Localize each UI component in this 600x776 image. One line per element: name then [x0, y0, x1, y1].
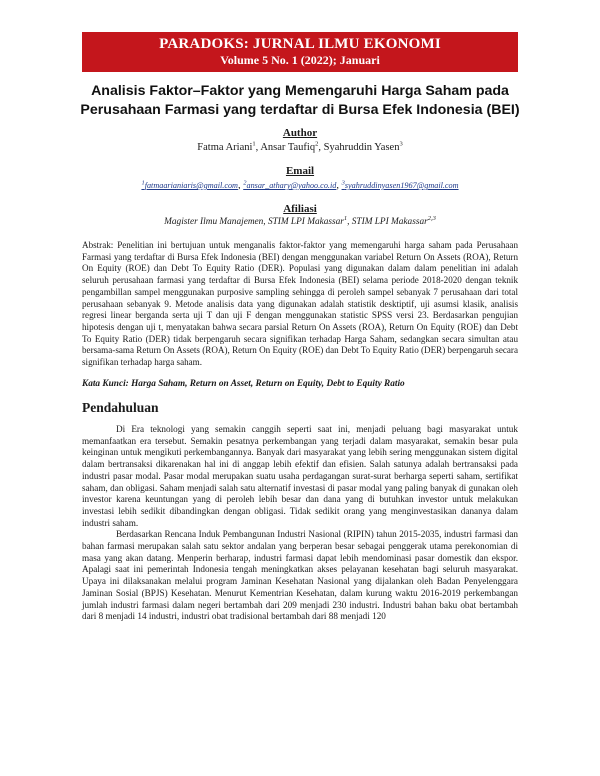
email-heading: Email	[285, 165, 315, 177]
author-heading: Author	[282, 127, 318, 139]
author-name: Fatma Ariani	[197, 142, 253, 153]
email-link[interactable]: $^1$fatmaarianiaris@gmail.com	[141, 179, 238, 190]
journal-banner	[82, 32, 518, 72]
section-body	[82, 424, 518, 623]
author-list: Fatma Ariani$^1$, Ansar Taufiq$^2$, Syahruddin Yasen$^3$	[197, 140, 403, 153]
paragraph: Di Era teknologi yang semakin canggih seperti saat ini, menjadi peluang bagi masyarakat untuk memanfaatkan era tersebut. Semakin pesatnya perkembangan yang terjadi dalam masyarakat, semakin besar pula keinginan untuk mengikuti perkembangannya. Banyak dari masyarakat yang lebih sering menggunakan sistem digital dalam bertransaksi dikarenakan hal ini di anggap lebih efektif dan efisien. Salah satunya adalah bertransaksi pada industri pasar modal. Pasar modal merupakan suatu usaha perdagangan surat-surat berharga seperti saham, sertifikat saham, dan obligasi. Saham menjadi salah satu alternatif investasi di pasar modal yang paling banyak di gunakan oleh investor karena keuntungan yang di peroleh lebih besar dan dana yang di butuhkan investor untuk melakukan investasi lebih sedikit dibandingkan dengan obligasi. Tidak sedikit orang yang menginvestasikan dananya dalam industri saham.	[82, 424, 518, 528]
abstract: Abstrak: Penelitian ini bertujuan untuk menganalis faktor-faktor yang memengaruhi harga saham pada Perusahaan Farmasi yang terdaftar di Bursa Efek Indonesia (BEI) dengan menggunakan variabel Return On Assets (ROA), Return On Equity (ROE) dan Debt To Equity Ratio (DER). Populasi yang digunakan dalam dalam penelitian ini adalah seluruh perusahaan farmasi yang terdaftar di Bursa Efek Indonesia (BEI) selama periode 2018-2020 dengan teknik pengambillan sampel menggunakan purposive sampling sehingga di peroleh sampel sebanyak 7 perusahaan dari total perusahaan sebanyak 9. Metode analisis data yang digunakan adalah statistik desktiptif, uji asumsi klasik, analisis regresi linear berganda serta uji T dan uji F dengan menggunakan statistic SPSS versi 23. Berdasarkan pengujian hipotesis dengan uji t, menyatakan bahwa secara parsial Return On Assets (ROA), Return On Equity (ROE) dan Debt To Equity Ratio (DER) tidak berpengaruh secara signifikan terhadap Harga Saham, sedangkan secara simultan atau bersama-sama Return On Assets (ROA), Return On Equity (ROE) dan Debt To Equity Ratio (DER) berpengaruh secara signifikan terhadap harga saham.	[82, 240, 518, 368]
keywords: Kata Kunci: Harga Saham, Return on Asset, Return on Equity, Debt to Equity Ratio	[82, 379, 405, 389]
affiliation-text: Magister Ilmu Manajemen, STIM LPI Makassar$^1$, STIM LPI Makassar$^{2,3}$	[164, 214, 436, 227]
author-name: Syahruddin Yasen	[323, 142, 400, 153]
journal-name: PARADOKS: JURNAL ILMU EKONOMI	[159, 36, 441, 52]
email-list: $^1$fatmaarianiaris@gmail.com, $^2$ansar_athary@yahoo.co.id, $^3$syahruddinyasen1967@gmail.com	[141, 179, 459, 191]
author-sup: 3	[399, 140, 403, 148]
journal-volume: Volume 5 No. 1 (2022); Januari	[220, 53, 380, 67]
email-link[interactable]: $^2$ansar_athary@yahoo.co.id	[243, 179, 337, 190]
email-link[interactable]: $^3$syahruddinyasen1967@gmail.com	[341, 179, 459, 190]
section-heading: Pendahuluan	[82, 400, 159, 415]
paper-title: Analisis Faktor–Faktor yang Memengaruhi Harga Saham pada Perusahaan Farmasi yang terdaftar di Bursa Efek Indonesia (BEI)	[80, 83, 520, 118]
author-name: Ansar Taufiq	[260, 142, 316, 153]
affiliation-heading: Afiliasi	[283, 203, 317, 215]
author-sup: 2	[315, 140, 319, 148]
author-sup: 1	[252, 140, 256, 148]
paragraph: Berdasarkan Rencana Induk Pembangunan Industri Nasional (RIPIN) tahun 2015-2035, industri farmasi dan bahan farmasi merupakan salah satu sektor andalan yang berperan besar sebagai penggerak utama perekonomian di masa yang akan datang. Menperin berharap, industri farmasi dapat lebih mendominasi pasar domestik dan ekspor. Apalagi saat ini pemerintah Indonesia tengah meningkatkan akses pelayanan kesehatan bagi seluruh masyarakat. Upaya ini dilaksanakan melalui program Jaminan Kesehatan Nasional yang dijalankan oleh Badan Penyelenggara Jaminan Sosial (BPJS) Kesehatan. Menurut Kementrian Kesehatan, dalam kurung waktu 2016-2019 perkembangan jumlah industri farmasi dalam negeri bertambah dari 209 menjadi 230 industri. Industri bahan baku obat bertambah dari 8 menjadi 14 industri, industri obat tradisional bertambah dari 88 menjadi 120	[82, 529, 518, 622]
